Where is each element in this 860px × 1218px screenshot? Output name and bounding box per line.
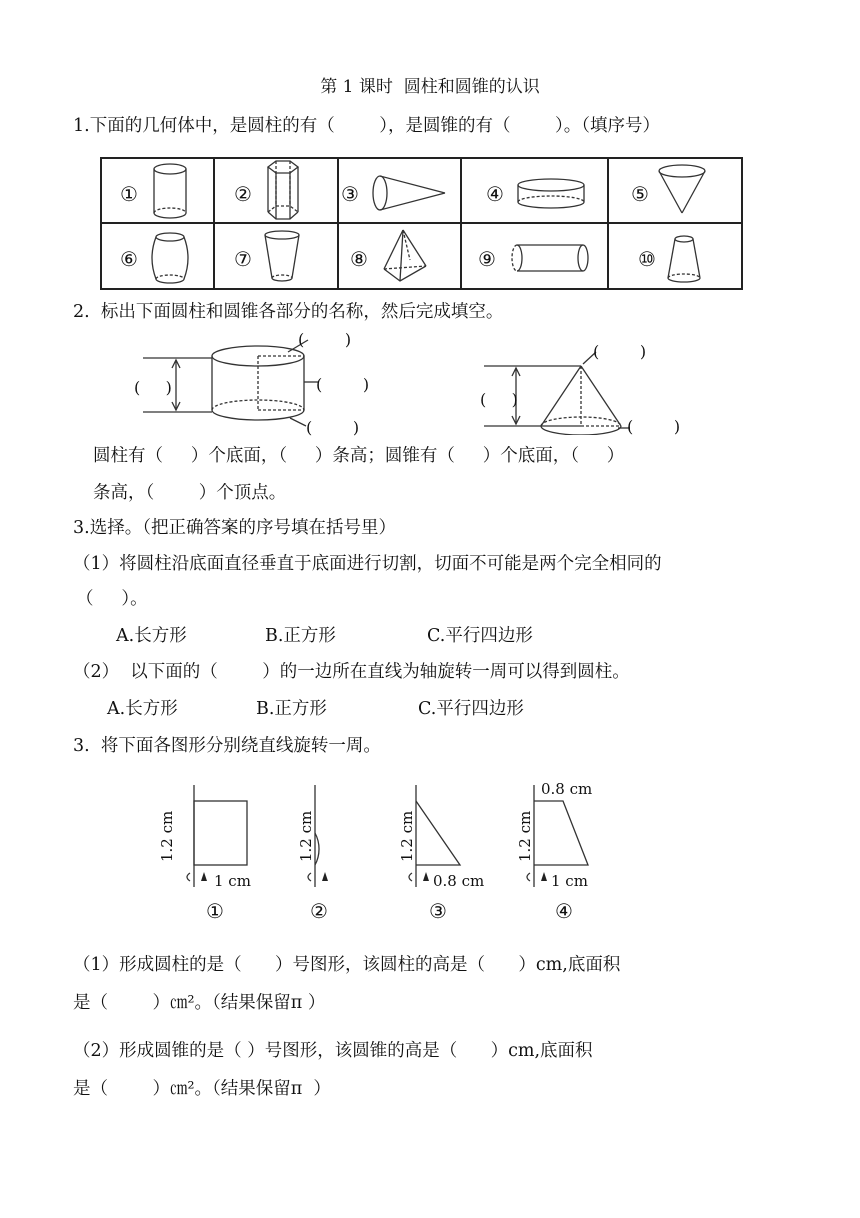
option-1c: C.平行四边形 (427, 626, 533, 646)
question-1-text: 1.下面的几何体中，是圆柱的有（ ），是圆锥的有（ ）。（填序号） (73, 116, 660, 136)
figure-4-height-label: 1.2 cm (516, 810, 534, 862)
cell-label-7: ⑦ (234, 247, 252, 271)
hexagonal-prism-figure (268, 161, 298, 219)
page-title: 第 1 课时 圆柱和圆锥的认识 (320, 77, 540, 97)
cylinder-1-figure (154, 164, 186, 218)
figure-4-top-label: 0.8 cm (541, 780, 593, 798)
horizontal-cylinder-figure (512, 245, 588, 271)
figure-3-width-label: 0.8 cm (433, 872, 485, 890)
question-4-sub2-line2: 是（ ）㎝²。（结果保留π ） (73, 1079, 331, 1099)
flat-cylinder-figure (518, 179, 584, 208)
cell-label-6: ⑥ (120, 247, 138, 271)
figure-1-width-label: 1 cm (214, 872, 251, 890)
figure-number-2: ② (310, 899, 328, 923)
cylinder-top-label-blank: ( ) (298, 330, 352, 349)
question-4-sub1-line1: （1）形成圆柱的是（ ）号图形，该圆柱的高是（ ）cm,底面积 (73, 955, 621, 975)
cup-figure (265, 231, 299, 281)
question-3-sub2: （2） 以下面的（ ）的一边所在直线为轴旋转一周可以得到圆柱。 (73, 662, 630, 682)
cell-label-8: ⑧ (350, 247, 368, 271)
cylinder-side-label-blank: ( ) (316, 375, 370, 394)
cell-label-9: ⑨ (478, 247, 496, 271)
cell-label-5: ⑤ (631, 182, 649, 206)
question-2-fill-2: 条高，（ ）个顶点。 (93, 483, 287, 503)
cell-label-10: ⑩ (638, 247, 656, 271)
question-2-text: 2. 标出下面圆柱和圆锥各部分的名称，然后完成填空。 (73, 302, 504, 322)
cylinder-height-label-blank: ( ) (134, 378, 172, 397)
cone-height-label-blank: ( ) (480, 390, 518, 409)
question-3-sub1: （1）将圆柱沿底面直径垂直于底面进行切割，切面不可能是两个完全相同的 (73, 554, 662, 574)
question-4-sub1-line2: 是（ ）㎝²。（结果保留π ） (73, 993, 326, 1013)
inverted-cone-figure (659, 165, 705, 213)
question-2-fill-1: 圆柱有（ ）个底面，（ ）条高；圆锥有（ ）个底面，（ ） (93, 446, 625, 466)
shapes-table (100, 157, 744, 293)
figure-3-height-label: 1.2 cm (398, 810, 416, 862)
option-2a: A.长方形 (107, 699, 178, 719)
figure-1-height-label: 1.2 cm (158, 810, 176, 862)
question-4-sub2-line1: （2）形成圆锥的是（ ）号图形，该圆锥的高是（ ）cm,底面积 (73, 1041, 593, 1061)
cell-label-1: ① (120, 182, 138, 206)
cone-apex-label-blank: ( ) (593, 342, 647, 361)
figure-4-width-label: 1 cm (551, 872, 588, 890)
cylinder-bottom-label-blank: ( ) (306, 418, 360, 437)
question-3-text: 3.选择。（把正确答案的序号填在括号里） (73, 518, 396, 538)
option-1b: B.正方形 (265, 626, 336, 646)
figure-number-1: ① (206, 899, 224, 923)
labeled-cylinder-diagram (130, 330, 430, 435)
cell-label-2: ② (234, 182, 252, 206)
option-2b: B.正方形 (256, 699, 327, 719)
cone-base-label-blank: ( ) (627, 417, 681, 436)
figure-2-height-label: 1.2 cm (297, 810, 315, 862)
question-3-sub1-blank: （ ）。 (76, 589, 148, 609)
question-4-text: 3. 将下面各图形分别绕直线旋转一周。 (73, 736, 381, 756)
pyramid-figure (384, 230, 426, 281)
cell-label-4: ④ (486, 182, 504, 206)
barrel-figure (152, 233, 188, 283)
horizontal-cone-figure (373, 176, 445, 210)
option-1a: A.长方形 (116, 626, 187, 646)
figure-number-4: ④ (555, 899, 573, 923)
option-2c: C.平行四边形 (418, 699, 524, 719)
cell-label-3: ③ (341, 182, 359, 206)
figure-number-3: ③ (429, 899, 447, 923)
frustum-figure (668, 236, 700, 282)
